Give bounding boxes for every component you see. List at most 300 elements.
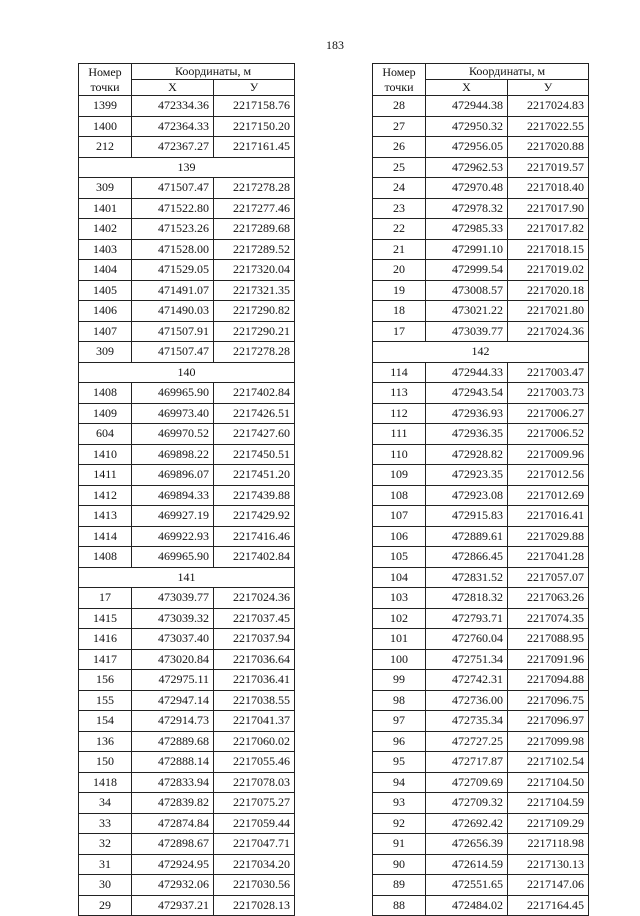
y-coordinate-cell: 2217289.52	[214, 239, 295, 260]
x-coordinate-cell: 472978.32	[426, 198, 508, 219]
table-row	[79, 444, 295, 465]
x-coordinate-cell: 472923.35	[426, 465, 508, 486]
y-coordinate-cell: 2217096.97	[508, 711, 589, 732]
point-number-cell: 24	[373, 178, 426, 199]
point-number-cell: 1406	[79, 301, 132, 322]
point-number-cell: 106	[373, 526, 426, 547]
table-row	[79, 772, 295, 793]
x-coordinate-cell: 473020.84	[132, 649, 214, 670]
x-coordinate-cell: 469970.52	[132, 424, 214, 445]
y-coordinate-cell: 2217277.46	[214, 198, 295, 219]
point-number-cell: 1405	[79, 280, 132, 301]
point-number-cell: 105	[373, 547, 426, 568]
x-coordinate-cell: 472944.33	[426, 362, 508, 383]
table-body-right	[373, 96, 589, 916]
x-coordinate-cell: 469927.19	[132, 506, 214, 527]
point-number-cell: 1412	[79, 485, 132, 506]
y-coordinate-cell: 2217150.20	[214, 116, 295, 137]
coordinates-table-left	[78, 63, 295, 916]
point-number-header	[79, 64, 132, 96]
point-number-cell: 95	[373, 752, 426, 773]
y-coordinate-cell: 2217450.51	[214, 444, 295, 465]
y-coordinate-cell: 2217016.41	[508, 506, 589, 527]
y-coordinate-cell: 2217017.82	[508, 219, 589, 240]
x-coordinate-cell: 471507.91	[132, 321, 214, 342]
y-coordinate-cell: 2217024.83	[508, 96, 589, 117]
y-coordinate-cell: 2217102.54	[508, 752, 589, 773]
x-coordinate-cell: 472970.48	[426, 178, 508, 199]
table-row	[79, 280, 295, 301]
y-coordinate-cell: 2217078.03	[214, 772, 295, 793]
table-row	[79, 260, 295, 281]
table-row	[373, 280, 589, 301]
y-coordinate-cell: 2217009.96	[508, 444, 589, 465]
point-number-cell: 91	[373, 834, 426, 855]
table-row	[373, 465, 589, 486]
y-coordinate-cell: 2217018.40	[508, 178, 589, 199]
x-coordinate-cell: 472928.82	[426, 444, 508, 465]
table-row	[79, 219, 295, 240]
y-coordinate-cell: 2217036.41	[214, 670, 295, 691]
table-row	[79, 383, 295, 404]
table-row	[79, 670, 295, 691]
y-coordinate-cell: 2217289.68	[214, 219, 295, 240]
point-number-cell: 31	[79, 854, 132, 875]
y-coordinate-cell: 2217024.36	[508, 321, 589, 342]
y-coordinate-cell: 2217416.46	[214, 526, 295, 547]
x-coordinate-cell: 472898.67	[132, 834, 214, 855]
x-coordinate-cell: 472717.87	[426, 752, 508, 773]
y-coordinate-cell: 2217451.20	[214, 465, 295, 486]
x-coordinate-cell: 472831.52	[426, 567, 508, 588]
point-number-cell: 1416	[79, 629, 132, 650]
x-coordinate-cell: 472936.35	[426, 424, 508, 445]
table-row	[373, 96, 589, 117]
point-number-cell: 1409	[79, 403, 132, 424]
table-row	[79, 731, 295, 752]
point-number-cell: 154	[79, 711, 132, 732]
table-row	[79, 711, 295, 732]
y-coordinate-cell: 2217402.84	[214, 383, 295, 404]
point-number-cell: 19	[373, 280, 426, 301]
point-number-cell: 17	[373, 321, 426, 342]
x-coordinate-cell: 469965.90	[132, 547, 214, 568]
y-coordinate-cell: 2217012.56	[508, 465, 589, 486]
point-number-cell: 29	[79, 895, 132, 916]
point-number-cell: 90	[373, 854, 426, 875]
x-coordinate-cell: 472999.54	[426, 260, 508, 281]
y-coordinate-cell: 2217099.98	[508, 731, 589, 752]
y-coordinate-cell: 2217118.98	[508, 834, 589, 855]
x-coordinate-cell: 472760.04	[426, 629, 508, 650]
table-body-left	[79, 96, 295, 916]
x-coordinate-cell: 471522.80	[132, 198, 214, 219]
y-coordinate-cell: 2217041.37	[214, 711, 295, 732]
y-coordinate-cell: 2217320.04	[214, 260, 295, 281]
y-coordinate-cell: 2217019.57	[508, 157, 589, 178]
x-coordinate-cell: 472975.11	[132, 670, 214, 691]
x-coordinate-cell: 472742.31	[426, 670, 508, 691]
point-header-line2: точки	[384, 79, 414, 94]
point-number-cell: 88	[373, 895, 426, 916]
point-number-cell: 111	[373, 424, 426, 445]
y-coordinate-cell: 2217104.59	[508, 793, 589, 814]
point-number-cell: 32	[79, 834, 132, 855]
point-number-cell: 26	[373, 137, 426, 158]
table-row	[373, 383, 589, 404]
point-number-cell: 112	[373, 403, 426, 424]
table-row	[373, 362, 589, 383]
point-number-cell: 104	[373, 567, 426, 588]
y-coordinate-cell: 2217055.46	[214, 752, 295, 773]
table-row	[373, 629, 589, 650]
point-number-cell: 1408	[79, 383, 132, 404]
table-row	[373, 219, 589, 240]
y-coordinate-cell: 2217278.28	[214, 342, 295, 363]
table-row	[373, 772, 589, 793]
y-coordinate-cell: 2217059.44	[214, 813, 295, 834]
point-number-cell: 1417	[79, 649, 132, 670]
table-row	[373, 260, 589, 281]
y-coordinate-cell: 2217164.45	[508, 895, 589, 916]
x-coordinate-cell: 472943.54	[426, 383, 508, 404]
point-number-cell: 1414	[79, 526, 132, 547]
y-coordinate-cell: 2217036.64	[214, 649, 295, 670]
table-row	[373, 506, 589, 527]
point-number-cell: 1401	[79, 198, 132, 219]
section-number: 139	[79, 157, 295, 178]
y-coordinate-cell: 2217003.73	[508, 383, 589, 404]
y-coordinate-cell: 2217130.13	[508, 854, 589, 875]
point-number-cell: 114	[373, 362, 426, 383]
table-row	[79, 895, 295, 916]
y-coordinate-cell: 2217029.88	[508, 526, 589, 547]
x-coordinate-cell: 471507.47	[132, 178, 214, 199]
x-coordinate-cell: 472692.42	[426, 813, 508, 834]
table-row	[373, 178, 589, 199]
table-row	[373, 608, 589, 629]
y-coordinate-cell: 2217003.47	[508, 362, 589, 383]
y-coordinate-cell: 2217017.90	[508, 198, 589, 219]
point-number-cell: 155	[79, 690, 132, 711]
x-coordinate-cell: 472484.02	[426, 895, 508, 916]
point-number-cell: 27	[373, 116, 426, 137]
table-row	[373, 834, 589, 855]
table-row	[373, 649, 589, 670]
point-number-cell: 92	[373, 813, 426, 834]
table-row	[373, 711, 589, 732]
y-coordinate-cell: 2217041.28	[508, 547, 589, 568]
table-row	[79, 649, 295, 670]
table-row	[373, 116, 589, 137]
section-row	[79, 362, 295, 383]
x-header: X	[426, 80, 508, 96]
point-number-cell: 110	[373, 444, 426, 465]
x-coordinate-cell: 473037.40	[132, 629, 214, 650]
x-coordinate-cell: 472367.27	[132, 137, 214, 158]
y-coordinate-cell: 2217028.13	[214, 895, 295, 916]
y-coordinate-cell: 2217020.18	[508, 280, 589, 301]
x-coordinate-cell: 473039.77	[426, 321, 508, 342]
x-coordinate-cell: 469922.93	[132, 526, 214, 547]
table-row	[373, 301, 589, 322]
table-row	[373, 813, 589, 834]
table-row	[373, 588, 589, 609]
table-row	[79, 547, 295, 568]
table-row	[373, 239, 589, 260]
table-row	[79, 588, 295, 609]
x-coordinate-cell: 471523.26	[132, 219, 214, 240]
point-number-cell: 1413	[79, 506, 132, 527]
y-coordinate-cell: 2217402.84	[214, 547, 295, 568]
y-coordinate-cell: 2217034.20	[214, 854, 295, 875]
table-row	[373, 547, 589, 568]
y-coordinate-cell: 2217426.51	[214, 403, 295, 424]
x-coordinate-cell: 472944.38	[426, 96, 508, 117]
table-row	[373, 854, 589, 875]
x-coordinate-cell: 473008.57	[426, 280, 508, 301]
table-row	[373, 424, 589, 445]
y-coordinate-cell: 2217161.45	[214, 137, 295, 158]
table-row	[79, 834, 295, 855]
point-header-line1: Номер	[382, 64, 416, 79]
point-number-cell: 100	[373, 649, 426, 670]
point-number-cell: 94	[373, 772, 426, 793]
x-coordinate-cell: 472866.45	[426, 547, 508, 568]
table-row	[79, 854, 295, 875]
x-coordinate-cell: 472656.39	[426, 834, 508, 855]
table-row	[373, 198, 589, 219]
y-coordinate-cell: 2217074.35	[508, 608, 589, 629]
table-row	[373, 690, 589, 711]
point-number-cell: 30	[79, 875, 132, 896]
point-number-cell: 212	[79, 137, 132, 158]
x-coordinate-cell: 472889.61	[426, 526, 508, 547]
y-coordinate-cell: 2217429.92	[214, 506, 295, 527]
point-number-cell: 156	[79, 670, 132, 691]
x-coordinate-cell: 472962.53	[426, 157, 508, 178]
table-row	[373, 485, 589, 506]
point-number-cell: 96	[373, 731, 426, 752]
x-coordinate-cell: 472888.14	[132, 752, 214, 773]
section-number: 142	[373, 342, 589, 363]
y-coordinate-cell: 2217037.45	[214, 608, 295, 629]
table-row	[79, 506, 295, 527]
table-row	[79, 96, 295, 117]
x-coordinate-cell: 472833.94	[132, 772, 214, 793]
point-number-cell: 34	[79, 793, 132, 814]
point-number-cell: 1407	[79, 321, 132, 342]
x-coordinate-cell: 472614.59	[426, 854, 508, 875]
x-coordinate-cell: 472751.34	[426, 649, 508, 670]
x-coordinate-cell: 472914.73	[132, 711, 214, 732]
x-coordinate-cell: 472985.33	[426, 219, 508, 240]
table-row	[79, 239, 295, 260]
table-row	[373, 444, 589, 465]
point-number-cell: 1400	[79, 116, 132, 137]
table-row	[373, 875, 589, 896]
x-coordinate-cell: 472709.69	[426, 772, 508, 793]
point-number-cell: 101	[373, 629, 426, 650]
table-row	[79, 301, 295, 322]
table-row	[373, 567, 589, 588]
point-number-cell: 604	[79, 424, 132, 445]
x-coordinate-cell: 469898.22	[132, 444, 214, 465]
point-number-cell: 33	[79, 813, 132, 834]
y-header: У	[508, 80, 589, 96]
table-row	[79, 485, 295, 506]
table-row	[373, 321, 589, 342]
point-number-cell: 23	[373, 198, 426, 219]
y-coordinate-cell: 2217063.26	[508, 588, 589, 609]
x-coordinate-cell: 471528.00	[132, 239, 214, 260]
x-coordinate-cell: 469894.33	[132, 485, 214, 506]
table-row	[79, 403, 295, 424]
section-row	[79, 157, 295, 178]
section-row	[79, 567, 295, 588]
point-number-cell: 20	[373, 260, 426, 281]
point-number-cell: 21	[373, 239, 426, 260]
table-row	[79, 116, 295, 137]
x-coordinate-cell: 472735.34	[426, 711, 508, 732]
y-coordinate-cell: 2217024.36	[214, 588, 295, 609]
y-coordinate-cell: 2217439.88	[214, 485, 295, 506]
x-coordinate-cell: 471491.07	[132, 280, 214, 301]
table-row	[79, 465, 295, 486]
x-coordinate-cell: 472937.21	[132, 895, 214, 916]
y-coordinate-cell: 2217158.76	[214, 96, 295, 117]
point-number-cell: 103	[373, 588, 426, 609]
point-number-cell: 102	[373, 608, 426, 629]
table-row	[79, 793, 295, 814]
point-number-cell: 309	[79, 178, 132, 199]
y-coordinate-cell: 2217037.94	[214, 629, 295, 650]
y-coordinate-cell: 2217006.27	[508, 403, 589, 424]
point-number-cell: 97	[373, 711, 426, 732]
table-row	[373, 403, 589, 424]
y-coordinate-cell: 2217006.52	[508, 424, 589, 445]
coordinates-header: Координаты, м	[426, 64, 589, 80]
table-row	[373, 895, 589, 916]
page-number: 183	[326, 38, 344, 52]
point-number-cell: 108	[373, 485, 426, 506]
table-row	[373, 526, 589, 547]
section-number: 140	[79, 362, 295, 383]
point-number-cell: 25	[373, 157, 426, 178]
x-coordinate-cell: 473039.32	[132, 608, 214, 629]
x-coordinate-cell: 472915.83	[426, 506, 508, 527]
point-number-cell: 28	[373, 96, 426, 117]
y-coordinate-cell: 2217290.82	[214, 301, 295, 322]
table-row	[373, 157, 589, 178]
point-number-cell: 17	[79, 588, 132, 609]
point-number-cell: 1408	[79, 547, 132, 568]
x-coordinate-cell: 472793.71	[426, 608, 508, 629]
y-coordinate-cell: 2217290.21	[214, 321, 295, 342]
section-number: 141	[79, 567, 295, 588]
y-coordinate-cell: 2217278.28	[214, 178, 295, 199]
point-number-cell: 1418	[79, 772, 132, 793]
x-coordinate-cell: 472956.05	[426, 137, 508, 158]
x-coordinate-cell: 472736.00	[426, 690, 508, 711]
x-coordinate-cell: 472334.36	[132, 96, 214, 117]
x-coordinate-cell: 469965.90	[132, 383, 214, 404]
x-coordinate-cell: 472839.82	[132, 793, 214, 814]
x-coordinate-cell: 472889.68	[132, 731, 214, 752]
x-coordinate-cell: 472709.32	[426, 793, 508, 814]
point-header-line1: Номер	[88, 64, 122, 79]
point-number-cell: 89	[373, 875, 426, 896]
table-row	[79, 137, 295, 158]
coordinates-table-right	[372, 63, 589, 916]
x-coordinate-cell: 472727.25	[426, 731, 508, 752]
y-coordinate-cell: 2217321.35	[214, 280, 295, 301]
y-coordinate-cell: 2217057.07	[508, 567, 589, 588]
y-coordinate-cell: 2217021.80	[508, 301, 589, 322]
table-row	[373, 731, 589, 752]
y-coordinate-cell: 2217075.27	[214, 793, 295, 814]
point-number-cell: 136	[79, 731, 132, 752]
y-header: У	[214, 80, 295, 96]
point-number-cell: 109	[373, 465, 426, 486]
x-coordinate-cell: 471529.05	[132, 260, 214, 281]
y-coordinate-cell: 2217427.60	[214, 424, 295, 445]
x-coordinate-cell: 471490.03	[132, 301, 214, 322]
point-number-cell: 99	[373, 670, 426, 691]
x-coordinate-cell: 472991.10	[426, 239, 508, 260]
y-coordinate-cell: 2217022.55	[508, 116, 589, 137]
point-number-cell: 1402	[79, 219, 132, 240]
table-row	[79, 875, 295, 896]
table-row	[79, 178, 295, 199]
y-coordinate-cell: 2217030.56	[214, 875, 295, 896]
y-coordinate-cell: 2217091.96	[508, 649, 589, 670]
x-coordinate-cell: 473021.22	[426, 301, 508, 322]
x-coordinate-cell: 472950.32	[426, 116, 508, 137]
x-coordinate-cell: 471507.47	[132, 342, 214, 363]
y-coordinate-cell: 2217038.55	[214, 690, 295, 711]
x-coordinate-cell: 469973.40	[132, 403, 214, 424]
table-row	[79, 424, 295, 445]
y-coordinate-cell: 2217060.02	[214, 731, 295, 752]
x-coordinate-cell: 472947.14	[132, 690, 214, 711]
point-number-cell: 98	[373, 690, 426, 711]
x-header: X	[132, 80, 214, 96]
y-coordinate-cell: 2217019.02	[508, 260, 589, 281]
x-coordinate-cell: 472936.93	[426, 403, 508, 424]
point-number-cell: 113	[373, 383, 426, 404]
x-coordinate-cell: 472874.84	[132, 813, 214, 834]
x-coordinate-cell: 469896.07	[132, 465, 214, 486]
point-number-cell: 22	[373, 219, 426, 240]
x-coordinate-cell: 472932.06	[132, 875, 214, 896]
section-row	[373, 342, 589, 363]
table-row	[373, 670, 589, 691]
y-coordinate-cell: 2217104.50	[508, 772, 589, 793]
x-coordinate-cell: 472923.08	[426, 485, 508, 506]
y-coordinate-cell: 2217096.75	[508, 690, 589, 711]
table-row	[79, 752, 295, 773]
coordinates-header: Координаты, м	[132, 64, 295, 80]
table-row	[373, 752, 589, 773]
x-coordinate-cell: 472924.95	[132, 854, 214, 875]
x-coordinate-cell: 472818.32	[426, 588, 508, 609]
y-coordinate-cell: 2217012.69	[508, 485, 589, 506]
point-number-header	[373, 64, 426, 96]
table-row	[79, 608, 295, 629]
x-coordinate-cell: 472551.65	[426, 875, 508, 896]
table-row	[79, 321, 295, 342]
